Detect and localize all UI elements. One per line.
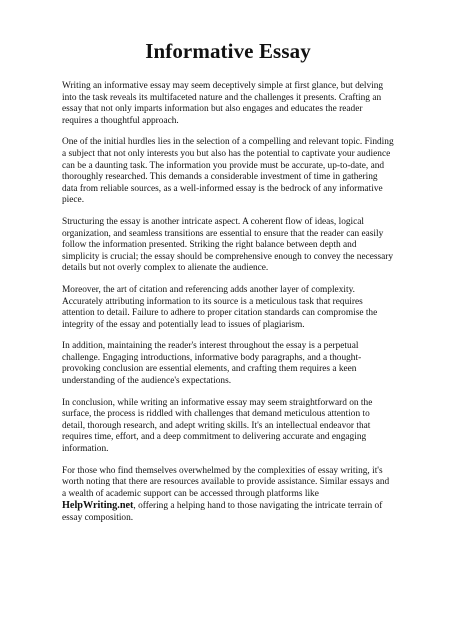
paragraph-topic: One of the initial hurdles lies in the selection of a compelling and relevant topic. Finding a subject that not only interests you but also has the potential to captivate your audience can be a daunting task. The information you provide must be accurate, up-to-date, and thoroughly researched. This demands a considerable investment of time in gathering data from reliable sources, as a well-informed essay is the bedrock of any informative piece. xyxy=(62,137,394,206)
resources-text-before-link: For those who find themselves overwhelmed by the complexities of essay writing, it's worth noting that there are resources available to provide assistance. Similar essays and a wealth of academic support can be accessed through platforms like xyxy=(62,465,390,499)
paragraph-intro: Writing an informative essay may seem deceptively simple at first glance, but delving into the task reveals its multifaceted nature and the challenges it presents. Crafting an essay that not only imparts information but also engages and educates the reader requires a thoughtful approach. xyxy=(62,81,384,126)
helpwriting-link[interactable]: HelpWriting.net xyxy=(62,500,134,512)
document-title: Informative Essay xyxy=(145,39,311,63)
paragraph-engagement: In addition, maintaining the reader's interest throughout the essay is a perpetual challenge. Engaging introductions, informative body paragraphs, and a thought-provoking conclusion are essential elements, and crafting them requires a keen understanding of the audience's expectations. xyxy=(62,341,362,387)
paragraph-citation: Moreover, the art of citation and referencing adds another layer of complexity. Accurately attributing information to its source is a meticulous task that requires attention to detail. Failure to adhere to proper citation standards can compromise the integrity of the essay and potentially lead to issues of plagiarism. xyxy=(62,284,378,330)
paragraph-conclusion: In conclusion, while writing an informative essay may seem straightforward on the surface, the process is riddled with challenges that demand meticulous attention to detail, thorough research, and adept writing skills. It's an intellectual endeavor that requires time, effort, and a deep commitment to delivering accurate and engaging information. xyxy=(62,397,373,455)
paragraph-structure: Structuring the essay is another intricate aspect. A coherent flow of ideas, logical organization, and seamless transitions are essential to ensure that the reader can easily follow the information presented. Striking the right balance between depth and simplicity is crucial; the essay should be comprehensive enough to convey the necessary details but not overly complex to alienate the audience. xyxy=(62,216,394,274)
paragraph-resources xyxy=(62,466,394,525)
resources-text-after-link: , offering a helping hand to those navigating the intricate terrain of essay composition. xyxy=(62,501,383,523)
